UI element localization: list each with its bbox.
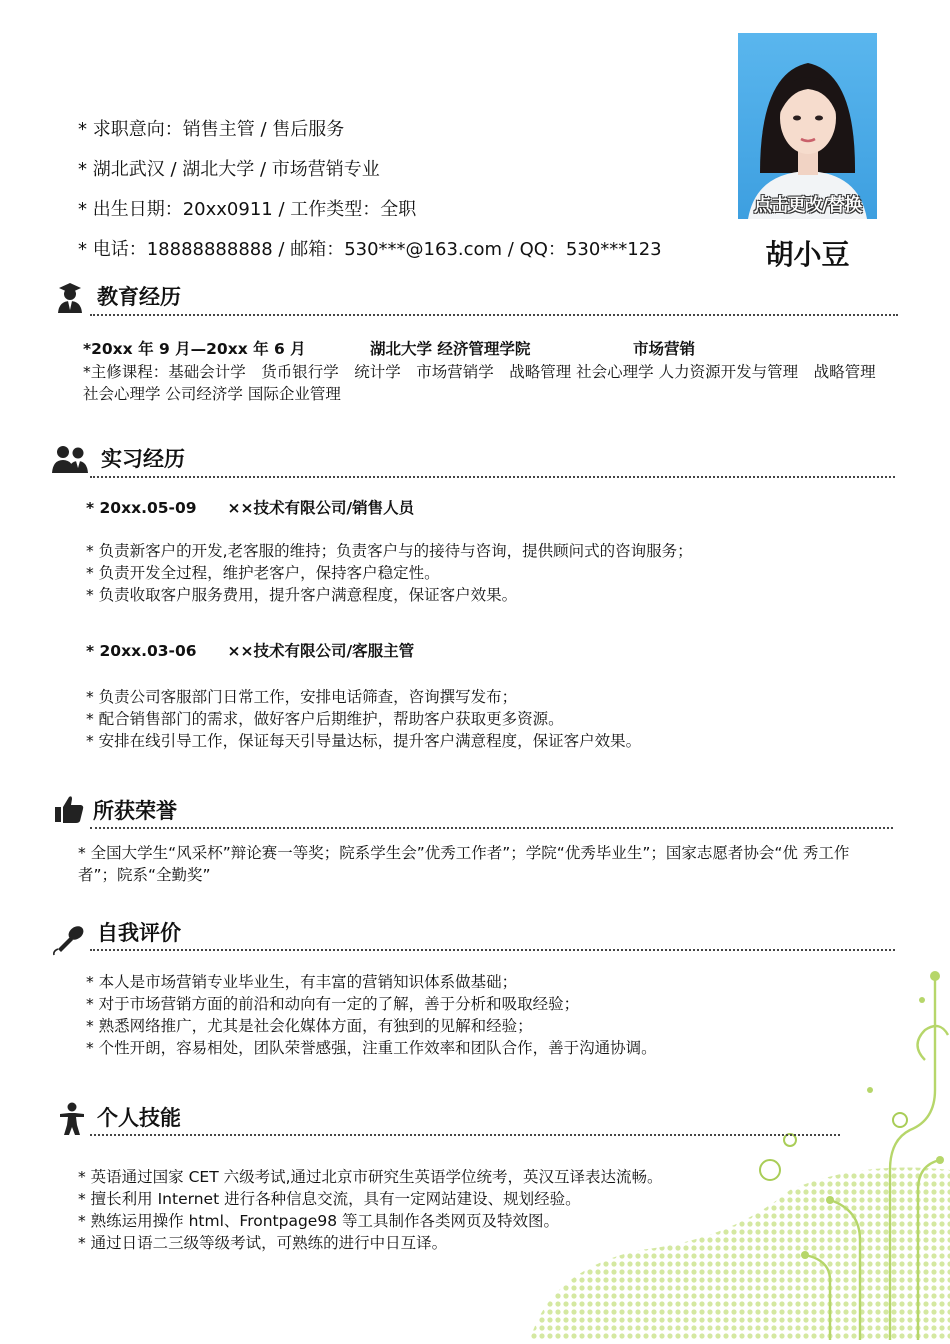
info-birth-worktype: * 出生日期：20xx0911 / 工作类型：全职 — [78, 199, 417, 220]
info-location-school: * 湖北武汉 / 湖北大学 / 市场营销专业 — [78, 159, 380, 180]
job-2-header: * 20xx.03-06 ××技术有限公司/客服主管 — [86, 642, 415, 660]
job-1-duty: * 负责收取客户服务费用，提升客户满意程度，保证客户效果。 — [86, 586, 518, 604]
candidate-name: 胡小豆 — [765, 238, 850, 271]
internship-title: 实习经历 — [101, 447, 185, 471]
pen-icon — [52, 924, 86, 960]
self-eval-item: * 本人是市场营销专业毕业生，有丰富的营销知识体系做基础； — [86, 973, 518, 991]
graduate-icon — [56, 282, 84, 318]
education-major: 市场营销 — [633, 340, 696, 358]
job-2-duty: * 负责公司客服部门日常工作，安排电话筛查，咨询撰写发布； — [86, 688, 518, 706]
decorative-vine-graphic — [530, 940, 950, 1344]
job-1-duty: * 负责开发全过程，维护老客户，保持客户稳定性。 — [86, 564, 440, 582]
skill-item: * 通过日语二三级等级考试，可熟练的进行中日互译。 — [78, 1234, 448, 1252]
skill-item: * 英语通过国家 CET 六级考试,通过北京市研究生英语学位统考，英汉互译表达流畅。 — [78, 1168, 663, 1186]
education-school: 湖北大学 经济管理学院 — [370, 340, 531, 358]
skill-item: * 擅长利用 Internet 进行各种信息交流，具有一定网站建设、规划经验。 — [78, 1190, 581, 1208]
job-2-duty: * 配合销售部门的需求，做好客户后期维护，帮助客户获取更多资源。 — [86, 710, 564, 728]
internship-divider — [90, 476, 895, 478]
self-eval-title: 自我评价 — [97, 921, 181, 945]
skills-title: 个人技能 — [97, 1106, 181, 1130]
education-divider — [90, 314, 898, 316]
education-date: *20xx 年 9 月—20xx 年 6 月 — [83, 340, 306, 358]
education-courses: *主修课程：基础会计学 货币银行学 统计学 市场营销学 战略管理 社会心理学 人力资源开发与管理 战略管理 社会心理学 公司经济学 国际企业管理 — [83, 363, 892, 403]
job-1-header: * 20xx.05-09 ××技术有限公司/销售人员 — [86, 499, 415, 517]
job-1-duty: * 负责新客户的开发,老客服的维持；负责客户与的接待与咨询，提供顾问式的咨询服务； — [86, 542, 693, 560]
honors-divider — [90, 827, 893, 829]
honors-title: 所获荣誉 — [93, 799, 177, 823]
honors-text: * 全国大学生“风采杯”辩论赛一等奖；院系学生会”优秀工作者”；学院“优秀毕业生”；国家志愿者协会“优 秀工作者”；院系“全勤奖” — [78, 844, 850, 884]
self-eval-item: * 熟悉网络推广，尤其是社会化媒体方面，有独到的见解和经验； — [86, 1017, 533, 1035]
self-eval-item: * 对于市场营销方面的前沿和动向有一定的了解，善于分析和吸取经验； — [86, 995, 580, 1013]
info-contact: * 电话：18888888888 / 邮箱：530***@163.com / QQ：530***123 — [78, 239, 662, 260]
profile-photo[interactable] — [738, 33, 877, 219]
job-2-duty: * 安排在线引导工作，保证每天引导量达标，提升客户满意程度，保证客户效果。 — [86, 732, 642, 750]
skills-divider — [90, 1134, 840, 1136]
info-job-intention: * 求职意向：销售主管 / 售后服务 — [78, 119, 345, 140]
thumbs-up-icon — [54, 794, 84, 828]
team-icon — [52, 444, 88, 478]
photo-change-caption[interactable]: 点击更改/替换 — [753, 195, 862, 216]
education-title: 教育经历 — [97, 285, 181, 309]
self-eval-item: * 个性开朗，容易相处，团队荣誉感强，注重工作效率和团队合作，善于沟通协调。 — [86, 1039, 657, 1057]
person-icon — [58, 1102, 86, 1140]
skill-item: * 熟练运用操作 html、Frontpage98 等工具制作各类网页及特效图。 — [78, 1212, 559, 1230]
